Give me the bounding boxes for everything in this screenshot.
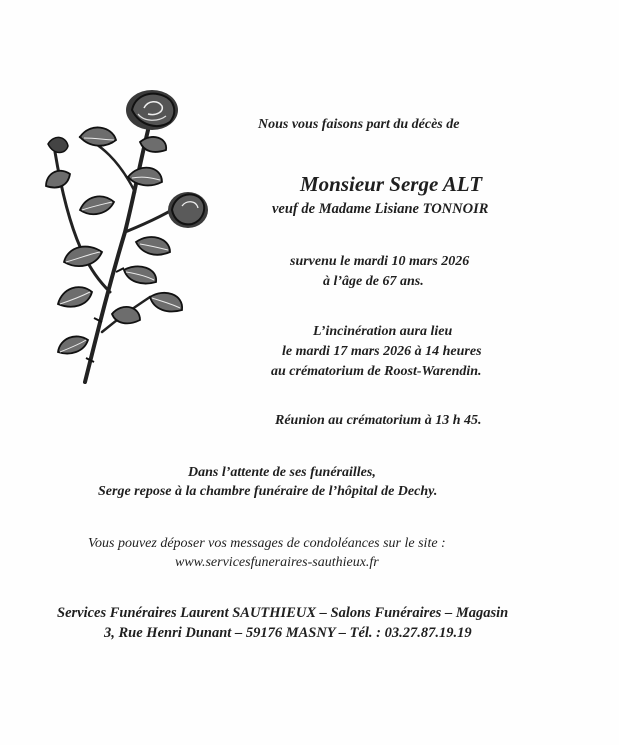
top-rose-bloom: [126, 90, 178, 130]
footer-company-line: Services Funéraires Laurent SAUTHIEUX – Salons Funéraires – Magasin: [57, 605, 509, 621]
side-rose-bud: [168, 192, 208, 228]
age-line: à l’âge de 67 ans.: [323, 274, 424, 289]
intro-text: Nous vous faisons part du décès de: [258, 117, 460, 132]
funeral-home-line-1: Dans l’attente de ses funérailles,: [188, 465, 376, 480]
funeral-home-line-2: Serge repose à la chambre funéraire de l’hôpital de Dechy.: [98, 484, 438, 499]
cremation-line-3: au crématorium de Roost-Warendin.: [271, 364, 482, 379]
cremation-line-1: L’incinération aura lieu: [313, 324, 453, 339]
cremation-line-2: le mardi 17 mars 2026 à 14 heures: [282, 344, 482, 359]
small-bud: [48, 137, 68, 152]
death-date: survenu le mardi 10 mars 2026: [290, 254, 470, 269]
meeting-line: Réunion au crématorium à 13 h 45.: [275, 413, 482, 428]
condolences-line: Vous pouvez déposer vos messages de condoléances sur le site :: [88, 536, 446, 551]
widow-line: veuf de Madame Lisiane TONNOIR: [272, 201, 489, 217]
rose-icon: [40, 82, 220, 392]
footer-address-line: 3, Rue Henri Dunant – 59176 MASNY – Tél. : 03.27.87.19.19: [104, 625, 472, 641]
deceased-name: Monsieur Serge ALT: [300, 172, 483, 196]
condolences-website-link[interactable]: www.servicesfuneraires-sauthieux.fr: [175, 555, 379, 570]
